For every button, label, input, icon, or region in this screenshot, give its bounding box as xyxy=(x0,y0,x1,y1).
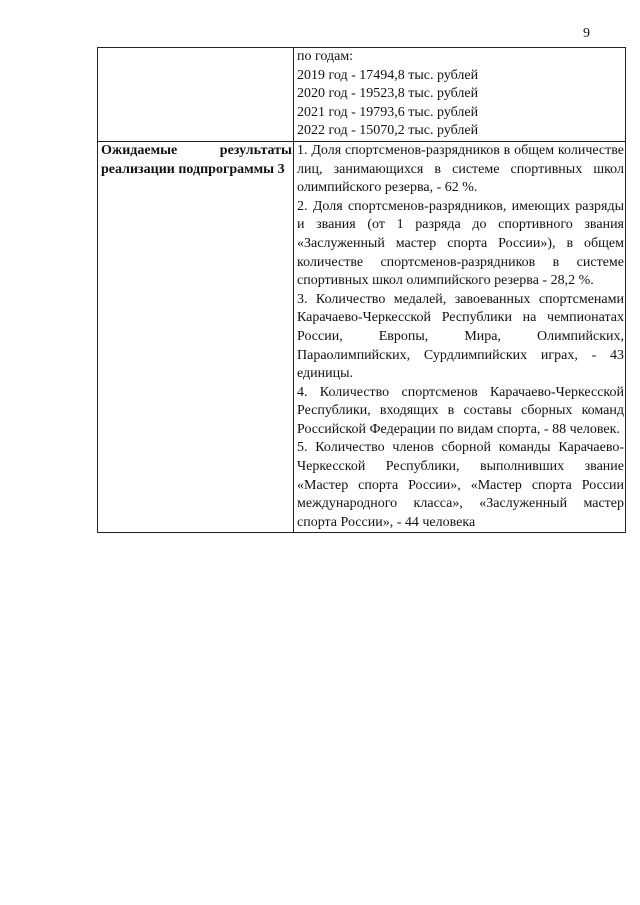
result-item-2: 2. Доля спортсменов-разрядников, имеющих разряды и звания (от 1 разряда до спортивного звания «Заслуженный мастер спорта России»), в общем количестве спортсменов-разрядников в системе спортивных школ олимпийского резерва - 28,2 %. xyxy=(297,198,624,289)
funding-intro: по годам: xyxy=(297,49,354,64)
passport-table xyxy=(97,47,626,533)
funding-year-2022: 2022 год - 15070,2 тыс. рублей xyxy=(297,123,479,139)
results-row xyxy=(98,141,626,532)
result-item-1: 1. Доля спортсменов-разрядников в общем количестве лиц, занимающихся в системе спортивных школ олимпийского резерва, - 62 %. xyxy=(297,142,624,196)
funding-year-2019: 2019 год - 17494,8 тыс. рублей xyxy=(297,67,479,83)
result-item-4: 4. Количество спортсменов Карачаево-Черкесской Республики, входящих в составы сборных команд Российской Федерации по видам спорта, - 88 человек. xyxy=(297,384,624,437)
funding-year-2020: 2020 год - 19523,8 тыс. рублей xyxy=(297,86,479,102)
results-label-cell: Ожидаемые результаты реализации подпрограммы 3 xyxy=(98,141,294,532)
funding-label-cell xyxy=(98,48,294,142)
funding-value-cell xyxy=(294,48,626,142)
funding-row xyxy=(98,48,626,142)
funding-year-2021: 2021 год - 19793,6 тыс. рублей xyxy=(297,104,479,120)
page-number: 9 xyxy=(583,26,590,41)
result-item-3: 3. Количество медалей, завоеванных спортсменами Карачаево-Черкесской Республики на чемпионатах России, Европы, Мира, Олимпийских, Параолимпийских, Сурдлимпийских играх, - 43 единицы. xyxy=(297,291,624,382)
result-item-5: 5. Количество членов сборной команды Карачаево-Черкесской Республики, выполнивших звание «Мастер спорта России», «Мастер спорта России международного класса», «Заслуженный мастер спорта России», - 44 человека xyxy=(297,440,624,530)
results-value-cell xyxy=(294,141,626,532)
